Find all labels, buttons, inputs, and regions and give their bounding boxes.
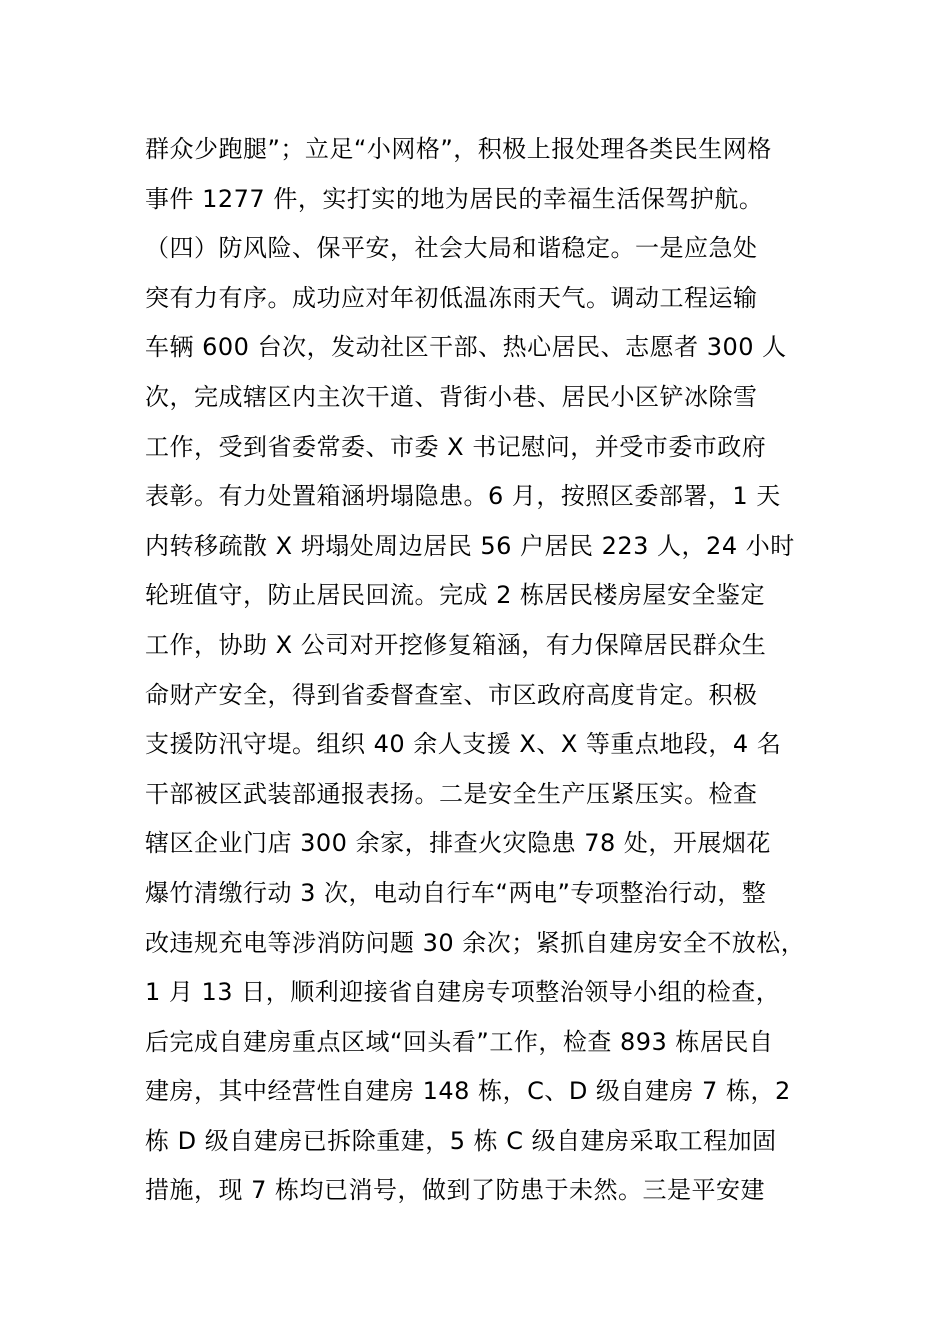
text-line: 爆竹清缴行动 3 次，电动自行车“两电”专项整治行动，整: [145, 878, 767, 907]
text-line: 工作，受到省委常委、市委 X 书记慰问，并受市委市政府: [145, 432, 767, 461]
text-line: 内转移疏散 X 坍塌处周边居民 56 户居民 223 人，24 小时: [145, 531, 795, 560]
text-line: 表彰。有力处置箱涵坍塌隐患。6 月，按照区委部署，1 天: [145, 482, 781, 511]
text-line: 群众少跑腿”；立足“小网格”，积极上报处理各类民生网格: [145, 135, 772, 163]
text-line: 车辆 600 台次，发动社区干部、热心居民、志愿者 300 人: [145, 333, 787, 362]
body-text: [145, 125, 825, 1216]
text-line: （四）防风险、保平安，社会大局和谐稳定。一是应急处: [145, 234, 758, 263]
text-line: 支援防汛守堤。组织 40 余人支援 X、X 等重点地段，4 名: [145, 730, 782, 759]
text-line: 改违规充电等涉消防问题 30 余次；紧抓自建房安全不放松，: [145, 928, 806, 957]
text-line: 工作，协助 X 公司对开挖修复箱涵，有力保障居民群众生: [145, 630, 767, 659]
text-line: 栋 D 级自建房已拆除重建，5 栋 C 级自建房采取工程加固: [145, 1126, 777, 1155]
text-line: 建房，其中经营性自建房 148 栋，C、D 级自建房 7 栋，2: [145, 1077, 791, 1106]
text-line: 干部被区武装部通报表扬。二是安全生产压紧压实。检查: [145, 779, 758, 808]
text-line: 措施，现 7 栋均已消号，做到了防患于未然。三是平安建: [145, 1176, 766, 1205]
text-line: 次，完成辖区内主次干道、背街小巷、居民小区铲冰除雪: [145, 382, 758, 411]
text-line: 后完成自建房重点区域“回头看”工作，检查 893 栋居民自: [145, 1027, 774, 1056]
text-line: 轮班值守，防止居民回流。完成 2 栋居民楼房屋安全鉴定: [145, 581, 766, 610]
text-line: 命财产安全，得到省委督查室、市区政府高度肯定。积极: [145, 680, 758, 709]
text-line: 1 月 13 日，顺利迎接省自建房专项整治领导小组的检查，: [145, 978, 781, 1007]
text-line: 辖区企业门店 300 余家，排查火灾隐患 78 处，开展烟花: [145, 829, 771, 858]
text-line: 突有力有序。成功应对年初低温冻雨天气。调动工程运输: [145, 283, 758, 312]
text-line: 事件 1277 件，实打实的地为居民的幸福生活保驾护航。: [145, 184, 764, 213]
